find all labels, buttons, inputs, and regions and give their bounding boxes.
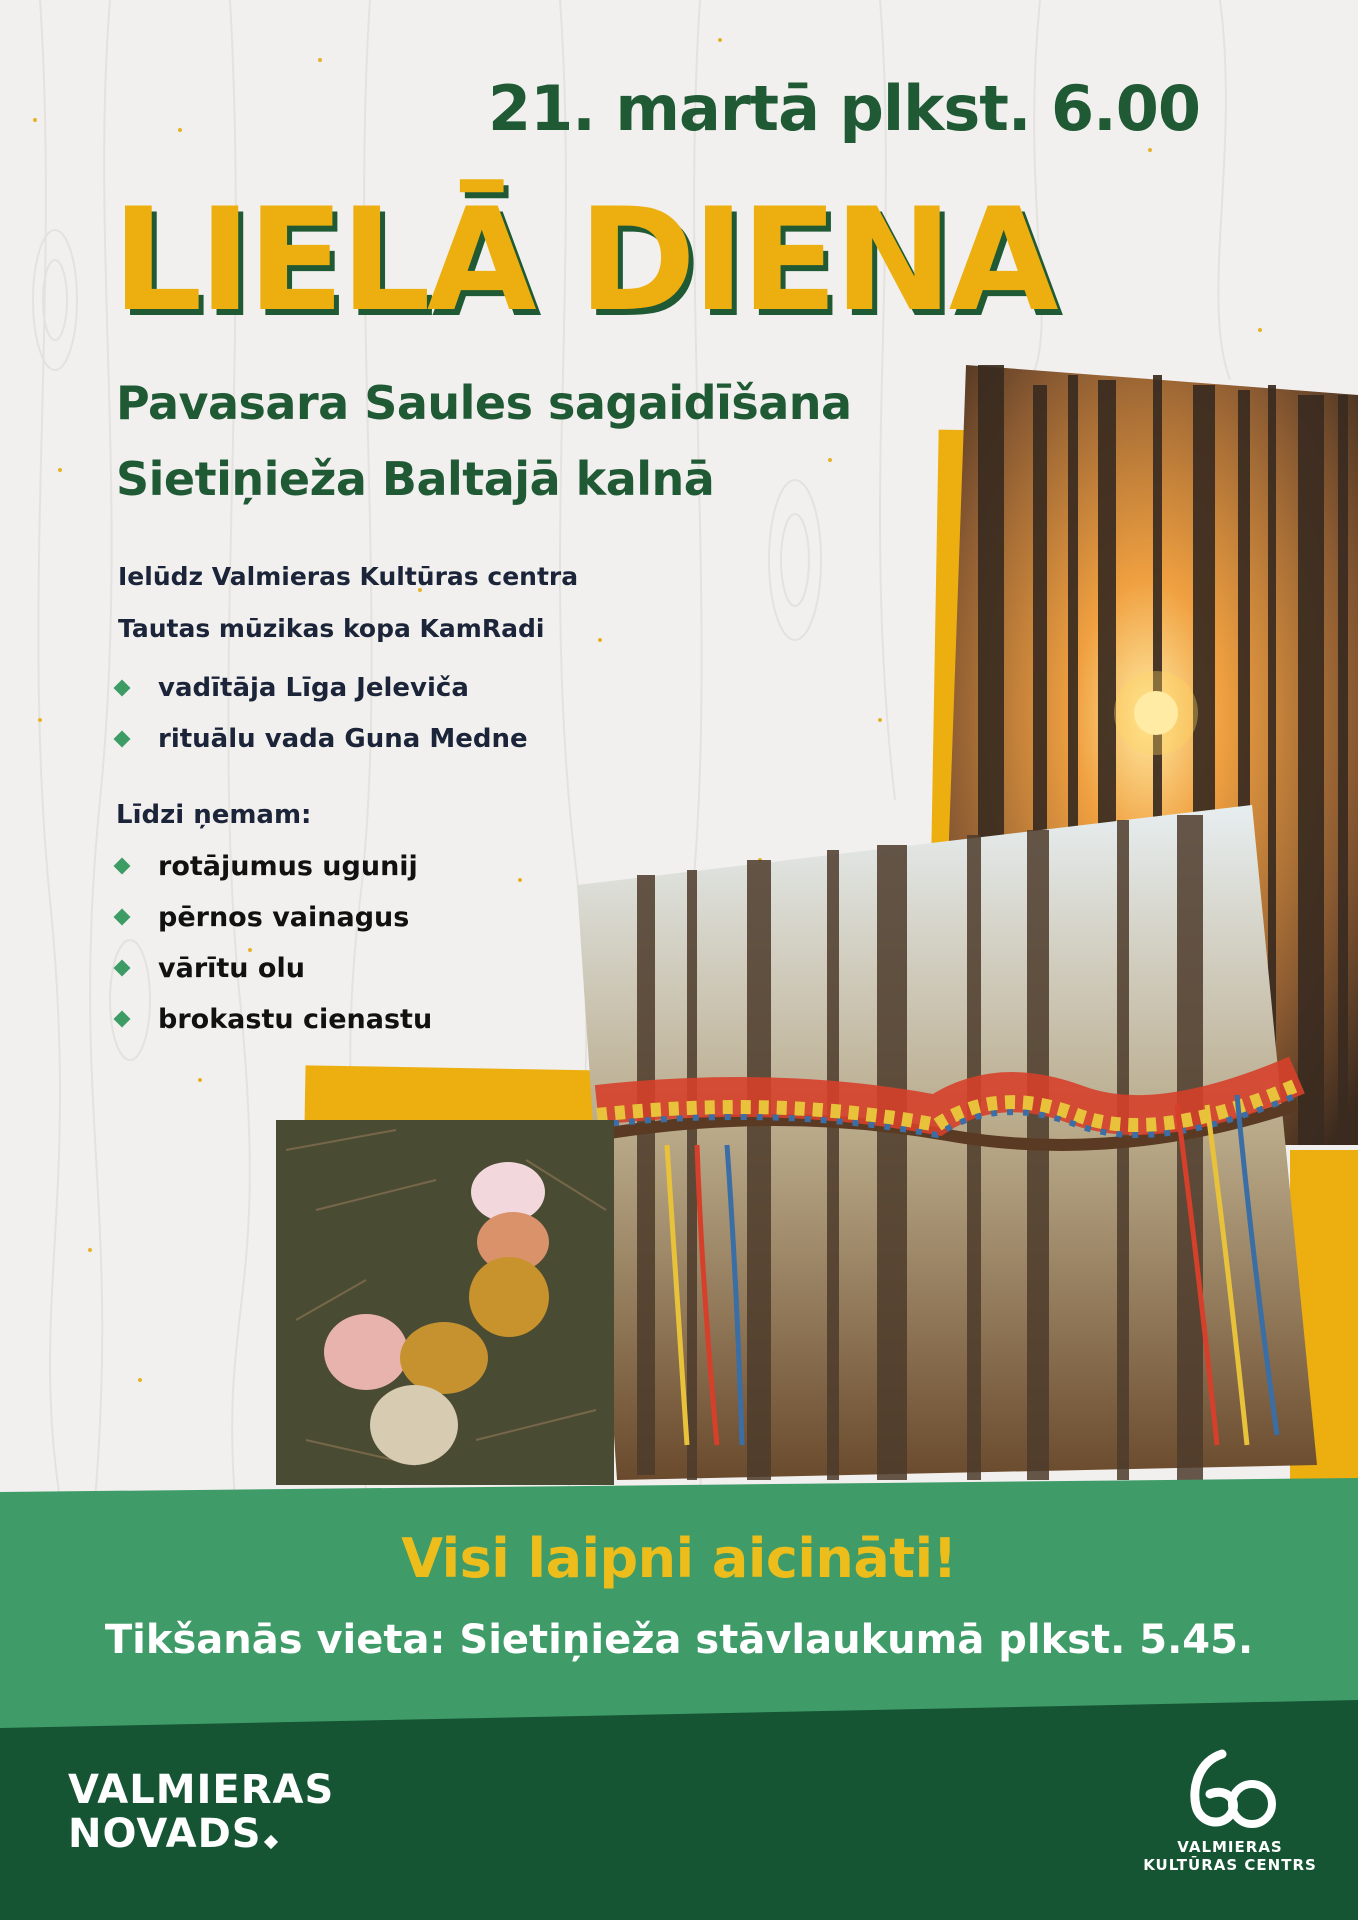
logo-left-line1: VALMIERAS — [68, 1767, 335, 1813]
logo-right-line1: VALMIERAS — [1177, 1838, 1283, 1856]
bring-item — [116, 999, 432, 1039]
valmieras-kulturas-centrs-logo — [1130, 1748, 1330, 1874]
invitation-bullet-text: vadītāja Līga Jeleviča — [158, 673, 469, 703]
footer-green-band — [0, 1478, 1358, 1728]
eggs-on-moss-photo — [276, 1120, 614, 1485]
event-date-time: 21. martā plkst. 6.00 — [488, 72, 1201, 145]
bring-item — [116, 846, 418, 886]
diamond-bullet-icon — [114, 680, 131, 697]
invitation-bullet-text: rituālu vada Guna Medne — [158, 724, 528, 754]
bring-item-text: vārītu olu — [158, 952, 305, 984]
sixty-anniversary-icon — [1180, 1748, 1280, 1834]
logo-right-line2: KULTŪRAS CENTRS — [1143, 1856, 1317, 1874]
diamond-bullet-icon — [114, 1011, 131, 1028]
diamond-dot-icon — [264, 1835, 278, 1849]
bring-item — [116, 948, 305, 988]
event-title: LIELĀ DIENA — [112, 178, 1055, 343]
invitation-bullet — [116, 668, 469, 708]
valmieras-novads-logo — [68, 1768, 334, 1856]
bring-item-text: rotājumus ugunij — [158, 850, 418, 882]
bring-item-text: pērnos vainagus — [158, 901, 410, 933]
diamond-bullet-icon — [114, 960, 131, 977]
bring-item — [116, 897, 409, 937]
diamond-bullet-icon — [114, 858, 131, 875]
invitation-bullet — [116, 719, 528, 759]
event-subtitle-line1: Pavasara Saules sagaidīšana — [116, 376, 852, 430]
diamond-bullet-icon — [114, 731, 131, 748]
meeting-place-text: Tikšanās vieta: Sietiņieža stāvlaukumā plkst. 5.45. — [104, 1617, 1254, 1663]
invitation-line1: Ielūdz Valmieras Kultūras centra — [118, 562, 579, 591]
woven-belt-photo — [577, 805, 1317, 1480]
event-subtitle-line2: Sietiņieža Baltajā kalnā — [116, 452, 715, 506]
invitation-line2: Tautas mūzikas kopa KamRadi — [118, 614, 545, 643]
welcome-text: Visi laipni aicināti! — [401, 1527, 957, 1590]
bring-item-text: brokastu cienastu — [158, 1003, 433, 1035]
diamond-bullet-icon — [114, 909, 131, 926]
logo-left-line2: NOVADS — [68, 1811, 262, 1857]
bring-heading: Līdzi ņemam: — [116, 800, 312, 830]
